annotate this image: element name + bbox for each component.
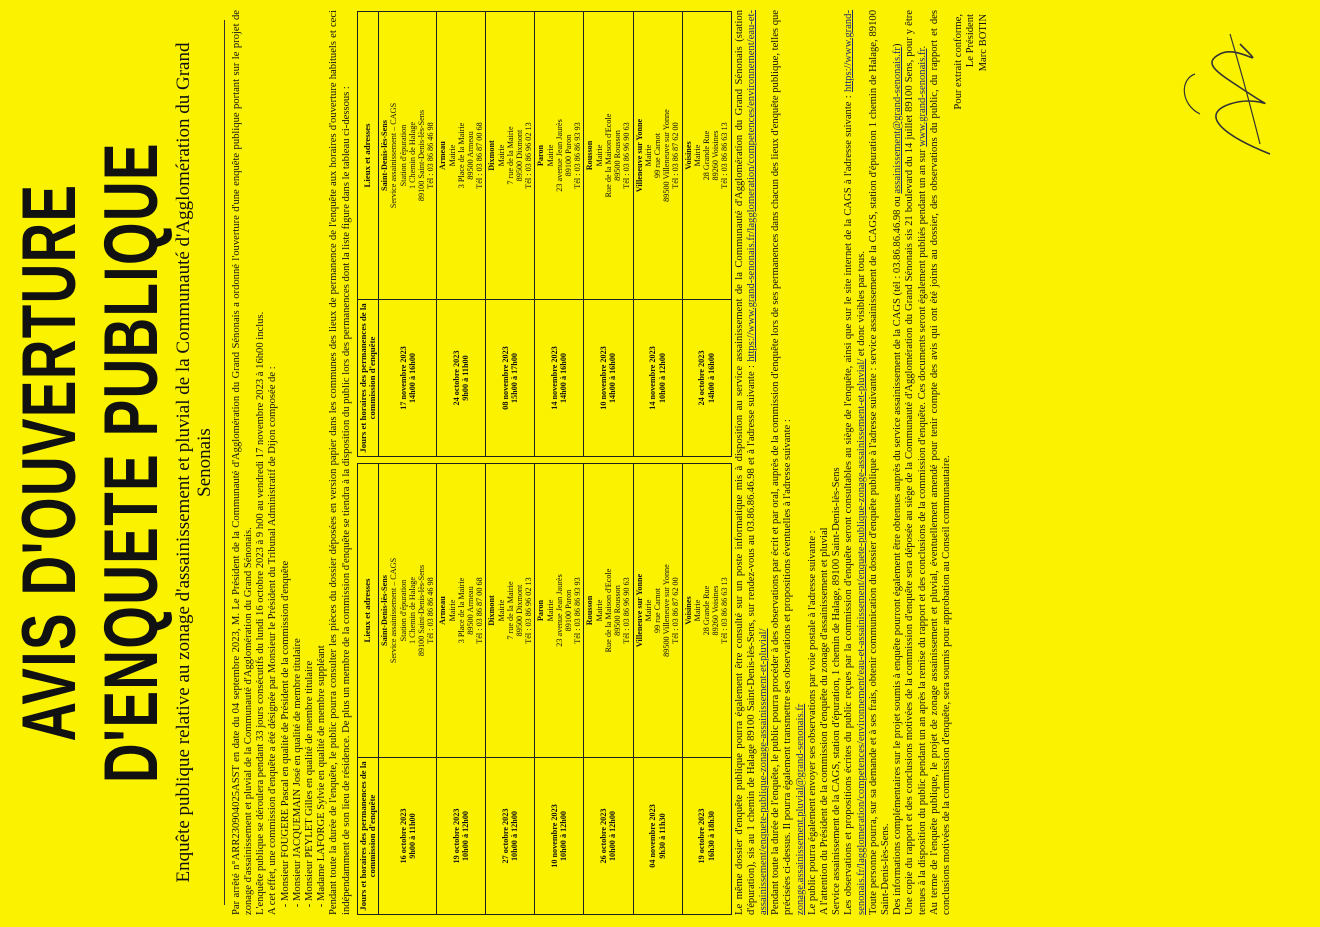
place-address-line: 89500 Villeneuve sur Yonne [662,109,672,202]
place-address-line: Service assainissement – CAGS [389,557,399,664]
place-address-line: Station d'épuration [398,579,408,642]
permanence-hours: 14h00 à 16h00 [559,352,569,404]
place-address-line: Tél : 03 86 86 46 98 [426,577,436,644]
permanence-hours: 10h00 à 12h00 [657,352,667,404]
permanence-date: 16 octobre 2023 [398,808,408,864]
table-row [437,12,486,457]
permanence-hours: 9h00 à 11h00 [461,355,471,401]
table-row [486,464,535,915]
report-text: Une copie du rapport et des conclusions motivées de la commission d'enquête sera déposée au siège de la Communauté d'Agglomération du Grand Sénonais sis 21 boulevard du 14 juillet 89100 Sens, pour y être tenues à la disposition du public pendant un an après la remise du rapport et des conclusions de la commission d'enquête. Ces documents seront également publiés pendant un an sur [904,10,928,915]
signature-line: Marc BOTIN [977,14,989,72]
place-address-line: Mairie [594,599,604,622]
permanence-hours: 9h00 à 11h00 [407,813,417,859]
place-address-line: 89260 Voisines [711,585,721,636]
place-address-line: 89500 Rousson [613,585,623,636]
permanence-date-cell [584,300,633,457]
permanence-hours: 10h00 à 12h00 [608,810,618,862]
place-address-line: 89500 Dixmont [515,129,525,182]
permanence-place-cell [379,12,437,300]
table-row [486,12,535,457]
signature-block [953,14,990,915]
member-item: - Madame LAFORGE Sylvie en qualité de membre suppléant [316,10,328,901]
place-address-line: Tél : 03 86 96 02 13 [524,577,534,644]
place-address-line: Mairie [496,144,506,167]
place-address-line: Mairie [692,599,702,622]
subtitle: Enquête publique relative au zonage d'assainissement et pluvial de la Communauté d'Agglomération du Grand Senonais [173,42,215,883]
permanence-date: 10 novembre 2023 [550,804,560,868]
place-name: Armeau [438,596,448,625]
permanence-hours: 9h30 à 11h30 [657,813,667,859]
place-address-line: 89100 Saint-Denis-lès-Sens [417,564,427,657]
divider [224,20,225,905]
title-line-2: D'ENQUETE PUBLIQUE [89,142,174,783]
permanence-place-cell [682,464,731,758]
header-dates: Jours et horaires des permanences de la commission d'enquête [357,758,378,915]
permanence-date: 24 octobre 2023 [452,350,462,406]
permanence-place-cell [584,12,633,300]
permanence-place-cell [379,464,437,758]
permanence-place-cell [633,464,682,758]
final-paragraph: Au terme de l'enquête publique, le projet de zonage assainissement et pluvial, éventuellement amendé pour tenir compte des avis qui ont été joints au dossier, des observations du public, du rapport et des conclusions motivées de la commission d'enquête, sera soumis pour approbation au Conseil communautaire. [928,10,952,915]
place-address-line: Rue de la Maison d'Ecole [603,568,613,653]
place-name: Villeneuve sur Yonne [634,573,644,648]
table-row [584,464,633,915]
permanence-date-cell [486,300,535,457]
table-row [379,12,437,457]
place-address-line: Mairie [545,144,555,167]
place-address-line: Mairie [643,144,653,167]
commission-members [280,10,329,915]
online-link[interactable]: https://www.grand-senonais.fr/lagglomeration/competences/environnement/eau-et-assainissement/enquete-publique-zonage-assainissement-et-pluvial/ [843,10,867,915]
permanence-hours: 14h00 à 16h00 [706,352,716,404]
duration-paragraph: L'enquête publique se déroulera pendant 33 jours consécutifs du lundi 16 octobre 2023 à 9 h00 au vendredi 17 novembre 2023 à 16h00 inclus. [255,311,267,915]
place-name: Rousson [585,595,595,626]
place-name: Saint-Denis-lès-Sens [380,575,390,646]
permanence-date-cell [535,300,584,457]
permanences-table-left [357,463,732,915]
place-address-line: Tél : 03 86 87 62 00 [671,122,681,189]
place-address-line: Tél : 03 86 96 90 63 [622,122,632,189]
handwritten-signature [1160,24,1300,174]
place-address-line: 89260 Voisines [711,130,721,181]
commission-intro: A cet effet, une commission d'enquête a été désignée par Monsieur le Président du Tribunal Administratif de Dijon composée de : [267,366,279,915]
place-address-line: 1 Chemin de Halage [407,121,417,190]
place-address-line: 7 rue de la Mairie [505,126,515,185]
info-paragraph: Des informations complémentaires sur le projet soumis à enquête pourront également être obtenues auprès du service assainissement de la CAGS (tél : 03.86.86.46.98 ou assainissement@grand-senonais.fr) [892,43,904,915]
permanence-date: 17 novembre 2023 [398,346,408,410]
place-name: Dixmont [487,595,497,626]
permanences-tables [355,10,734,915]
header-places: Lieux et adresses [357,464,378,758]
permanence-date: 19 octobre 2023 [452,808,462,864]
email-link[interactable]: zonage.assainissement.pluvial@grand-senonais.fr [794,703,806,915]
permanence-place-cell [633,12,682,300]
place-address-line: 3 Place de la Mairie [456,122,466,189]
observations-text: Pendant toute la durée de l'enquête, le public pourra procéder à des observations par écrit et par oral, auprès de la commission d'enquête lors de ses permanences dans chacun des lieux d'enquête publique, telles que précisées ci-dessus. Il pourra également transmettre ses observations et propositions éventuelles à l'adresse suivante : [770,10,794,915]
place-address-line: 1 Chemin de Halage [407,576,417,645]
permanence-date: 10 novembre 2023 [599,346,609,410]
online-text: Les observations et propositions écrites du public reçues par la commission d'enquête seront consultables au siège de l'enquête, ainsi que sur le site internet de la CAGS à l'adresse suivante : [843,95,855,915]
online-suffix: et donc visibles par tous. [855,251,867,357]
place-address-line: 99 rue Carnot [652,587,662,634]
place-name: Paron [536,599,546,622]
online-paragraph [843,10,867,915]
place-address-line: Mairie [545,599,555,622]
member-item: - Monsieur JACQUEMAIN José en qualité de membre titulaire [292,10,304,901]
table-row [682,12,731,457]
place-address-line: 3 Place de la Mairie [456,577,466,644]
place-address-line: 23 avenue Jean Jaurès [554,119,564,192]
title-line-1: AVIS D'OUVERTURE [7,183,92,742]
permanence-hours: 10h00 à 12h00 [510,810,520,862]
permanence-date-cell [379,758,437,915]
permanence-date-cell [437,758,486,915]
table-row [379,464,437,915]
report-paragraph: Une copie du rapport et des conclusions motivées de la commission d'enquête sera déposée au siège de la Communauté d'Agglomération du Grand Sénonais sis 21 boulevard du 14 juillet 89100 Sens, pour y être tenues à la disposition du public pendant un an après la remise du rapport et des conclusions de la commission d'enquête. Ces documents seront également publiés pendant un an sur www.grand-senonais.fr. [904,10,928,915]
table-row [584,12,633,457]
place-address-line: 89500 Villeneuve sur Yonne [662,564,672,657]
place-address-line: 23 avenue Jean Jaurès [554,574,564,647]
place-address-line: 99 rue Carnot [652,132,662,179]
observations-paragraph [770,10,807,915]
permanence-hours: 10h00 à 12h00 [559,810,569,862]
permanence-date: 04 novembre 2023 [648,804,658,868]
place-address-line: Tél : 03 86 96 02 13 [524,122,534,189]
permanence-place-cell [486,12,535,300]
permanence-hours: 14h00 à 16h00 [407,352,417,404]
place-address-line: Tél : 03 86 86 93 93 [573,122,583,189]
permanence-date-cell [379,300,437,457]
permanence-date-cell [682,300,731,457]
table-row [682,464,731,915]
report-link[interactable]: www.grand-senonais.fr [916,48,928,147]
place-address-line: 89500 Rousson [613,130,623,181]
permanence-date: 27 octobre 2023 [501,808,511,864]
permanence-date: 08 novembre 2023 [501,346,511,410]
permanence-place-cell [535,12,584,300]
table-row [437,464,486,915]
postal-line: A l'attention du Président de la commission d'enquête du zonage d'assainissement et pluvial [818,527,830,915]
signature-line: Pour extrait conforme, [953,14,965,110]
place-address-line: Mairie [447,144,457,167]
dossier-text: Le même dossier d'enquête publique pourra également être consulté sur un poste informatique mis à disposition au service assainissement de la Communauté d'Agglomération du Grand Sénonais (station d'épuration), sis au 1 chemin de Halage 89100 Saint-Denis-lès-Sens, sur rendez-vous au 03.86.86.46.98 et à l'adresse suivante : [733,10,757,915]
place-name: Dixmont [487,140,497,171]
permanences-table-right [357,11,732,457]
place-address-line: Rue de la Maison d'Ecole [603,113,613,198]
permanence-place-cell [682,12,731,300]
permanence-date: 26 octobre 2023 [599,808,609,864]
info-text: Des informations complémentaires sur le projet soumis à enquête pourront également être obtenues auprès du service assainissement de la CAGS (tél : 03.86.86.46.98 ou [892,196,904,915]
member-item: - Monsieur FOUGERE Pascal en qualité de Président de la commission d'enquête [280,10,292,901]
place-address-line: Service assainissement – CAGS [389,102,399,209]
postal-line: Service assainissement de la CAGS, station d'épuration, 1 chemin de Halage, 89100 Saint-Denis-lès-Sens [831,467,843,915]
permanence-date-cell [633,300,682,457]
permanence-date-cell [584,758,633,915]
permanence-place-cell [437,12,486,300]
postal-intro: Le public pourra également envoyer ses observations par voie postale à l'adresse suivante : [806,530,818,915]
permanence-date-cell [535,758,584,915]
consult-paragraph: Pendant toute la durée de l'enquête, le public pourra consulter les pièces du dossier déposées en version papier dans les communes des lieux de permanence de l'enquête aux horaires d'ouverture habituels et ceci indépendamment de son lieu de résidence. De plus un membre de la commission d'enquête se tiendra à la disposition du public lors des permanences dont la liste figure dans le tableau ci-dessous : [328,10,352,915]
permanence-date: 24 octobre 2023 [697,350,707,406]
place-name: Rousson [585,140,595,171]
permanence-hours: 14h00 à 16h00 [608,352,618,404]
place-address-line: Tél : 03 86 86 63 13 [720,122,730,189]
place-address-line: Station d'épuration [398,124,408,187]
place-address-line: Tél : 03 86 87 62 00 [671,577,681,644]
place-address-line: 28 Grande Rue [701,585,711,636]
place-address-line: Tél : 03 86 86 93 93 [573,577,583,644]
place-address-line: 7 rue de la Mairie [505,581,515,640]
permanence-hours: 10h00 à 12h00 [461,810,471,862]
permanence-date-cell [437,300,486,457]
header-places: Lieux et adresses [357,12,378,300]
place-address-line: Mairie [643,599,653,622]
place-address-line: 89500 Dixmont [515,584,525,637]
signature-line: Le Président [965,14,977,68]
permanence-hours: 16h30 à 18h30 [706,810,716,862]
info-email-link[interactable]: assainissement@grand-senonais.fr [892,47,904,194]
permanence-date-cell [486,758,535,915]
place-address-line: 28 Grande Rue [701,130,711,181]
permanence-place-cell [535,464,584,758]
place-name: Villeneuve sur Yonne [634,118,644,193]
permanence-date: 14 novembre 2023 [648,346,658,410]
place-address-line: Mairie [692,144,702,167]
permanence-place-cell [486,464,535,758]
permanence-date-cell [682,758,731,915]
place-address-line: Mairie [496,599,506,622]
place-address-line: 89100 Paron [564,589,574,632]
place-address-line: 89100 Saint-Denis-lès-Sens [417,109,427,202]
table-row [633,464,682,915]
member-item: - Monsieur PEYLET Gilles en qualité de membre titulaire [304,10,316,901]
place-name: Paron [536,144,546,167]
permanence-date: 14 novembre 2023 [550,346,560,410]
place-address-line: Tél : 03 86 96 90 63 [622,577,632,644]
place-name: Voisines [683,596,693,625]
place-address-line: 89100 Paron [564,134,574,177]
place-address-line: Tél : 03 86 86 63 13 [720,577,730,644]
place-address-line: Tél : 03 86 87 00 68 [475,577,485,644]
dossier-paragraph [734,10,771,915]
header-dates: Jours et horaires des permanences de la commission d'enquête [357,300,378,457]
place-name: Voisines [683,141,693,170]
permanence-place-cell [584,464,633,758]
permanence-place-cell [437,464,486,758]
place-address-line: 89500 Armeau [466,131,476,180]
communication-paragraph: Toute personne pourra, sur sa demande et à ses frais, obtenir communication du dossier d'enquête publique à l'adresse suivante : service assainissement de la CAGS, station d'épuration 1 chemin de Halage, 89100 Saint-Denis-lès-Sens. [867,10,891,915]
dossier-link[interactable]: https://www.grand-senonais.fr/lagglomeration/competences/environnement/eau-et-assainissement/enquete-publique-zonage-assainissement-et-pluvial/ [745,10,769,915]
intro-paragraph: Par arrêté n°ARR230904025ASST en date du 04 septembre 2023, M. Le Président de la Communauté d'Agglomération du Grand Sénonais a ordonné l'ouverture d'une enquête publique portant sur le projet de zonage d'assainissement et pluvial de la Communauté d'Agglomération du Grand Sénonais. [230,10,254,915]
place-address-line: Tél : 03 86 86 46 98 [426,122,436,189]
place-address-line: Mairie [594,144,604,167]
permanence-hours: 15h00 à 17h00 [510,352,520,404]
place-name: Armeau [438,141,448,170]
place-address-line: 89500 Armeau [466,586,476,635]
table-row [535,464,584,915]
table-row [535,12,584,457]
permanence-date: 19 octobre 2023 [697,808,707,864]
table-row [633,12,682,457]
place-address-line: Mairie [447,599,457,622]
place-address-line: Tél : 03 86 87 00 68 [475,122,485,189]
place-name: Saint-Denis-lès-Sens [380,120,390,191]
permanence-date-cell [633,758,682,915]
